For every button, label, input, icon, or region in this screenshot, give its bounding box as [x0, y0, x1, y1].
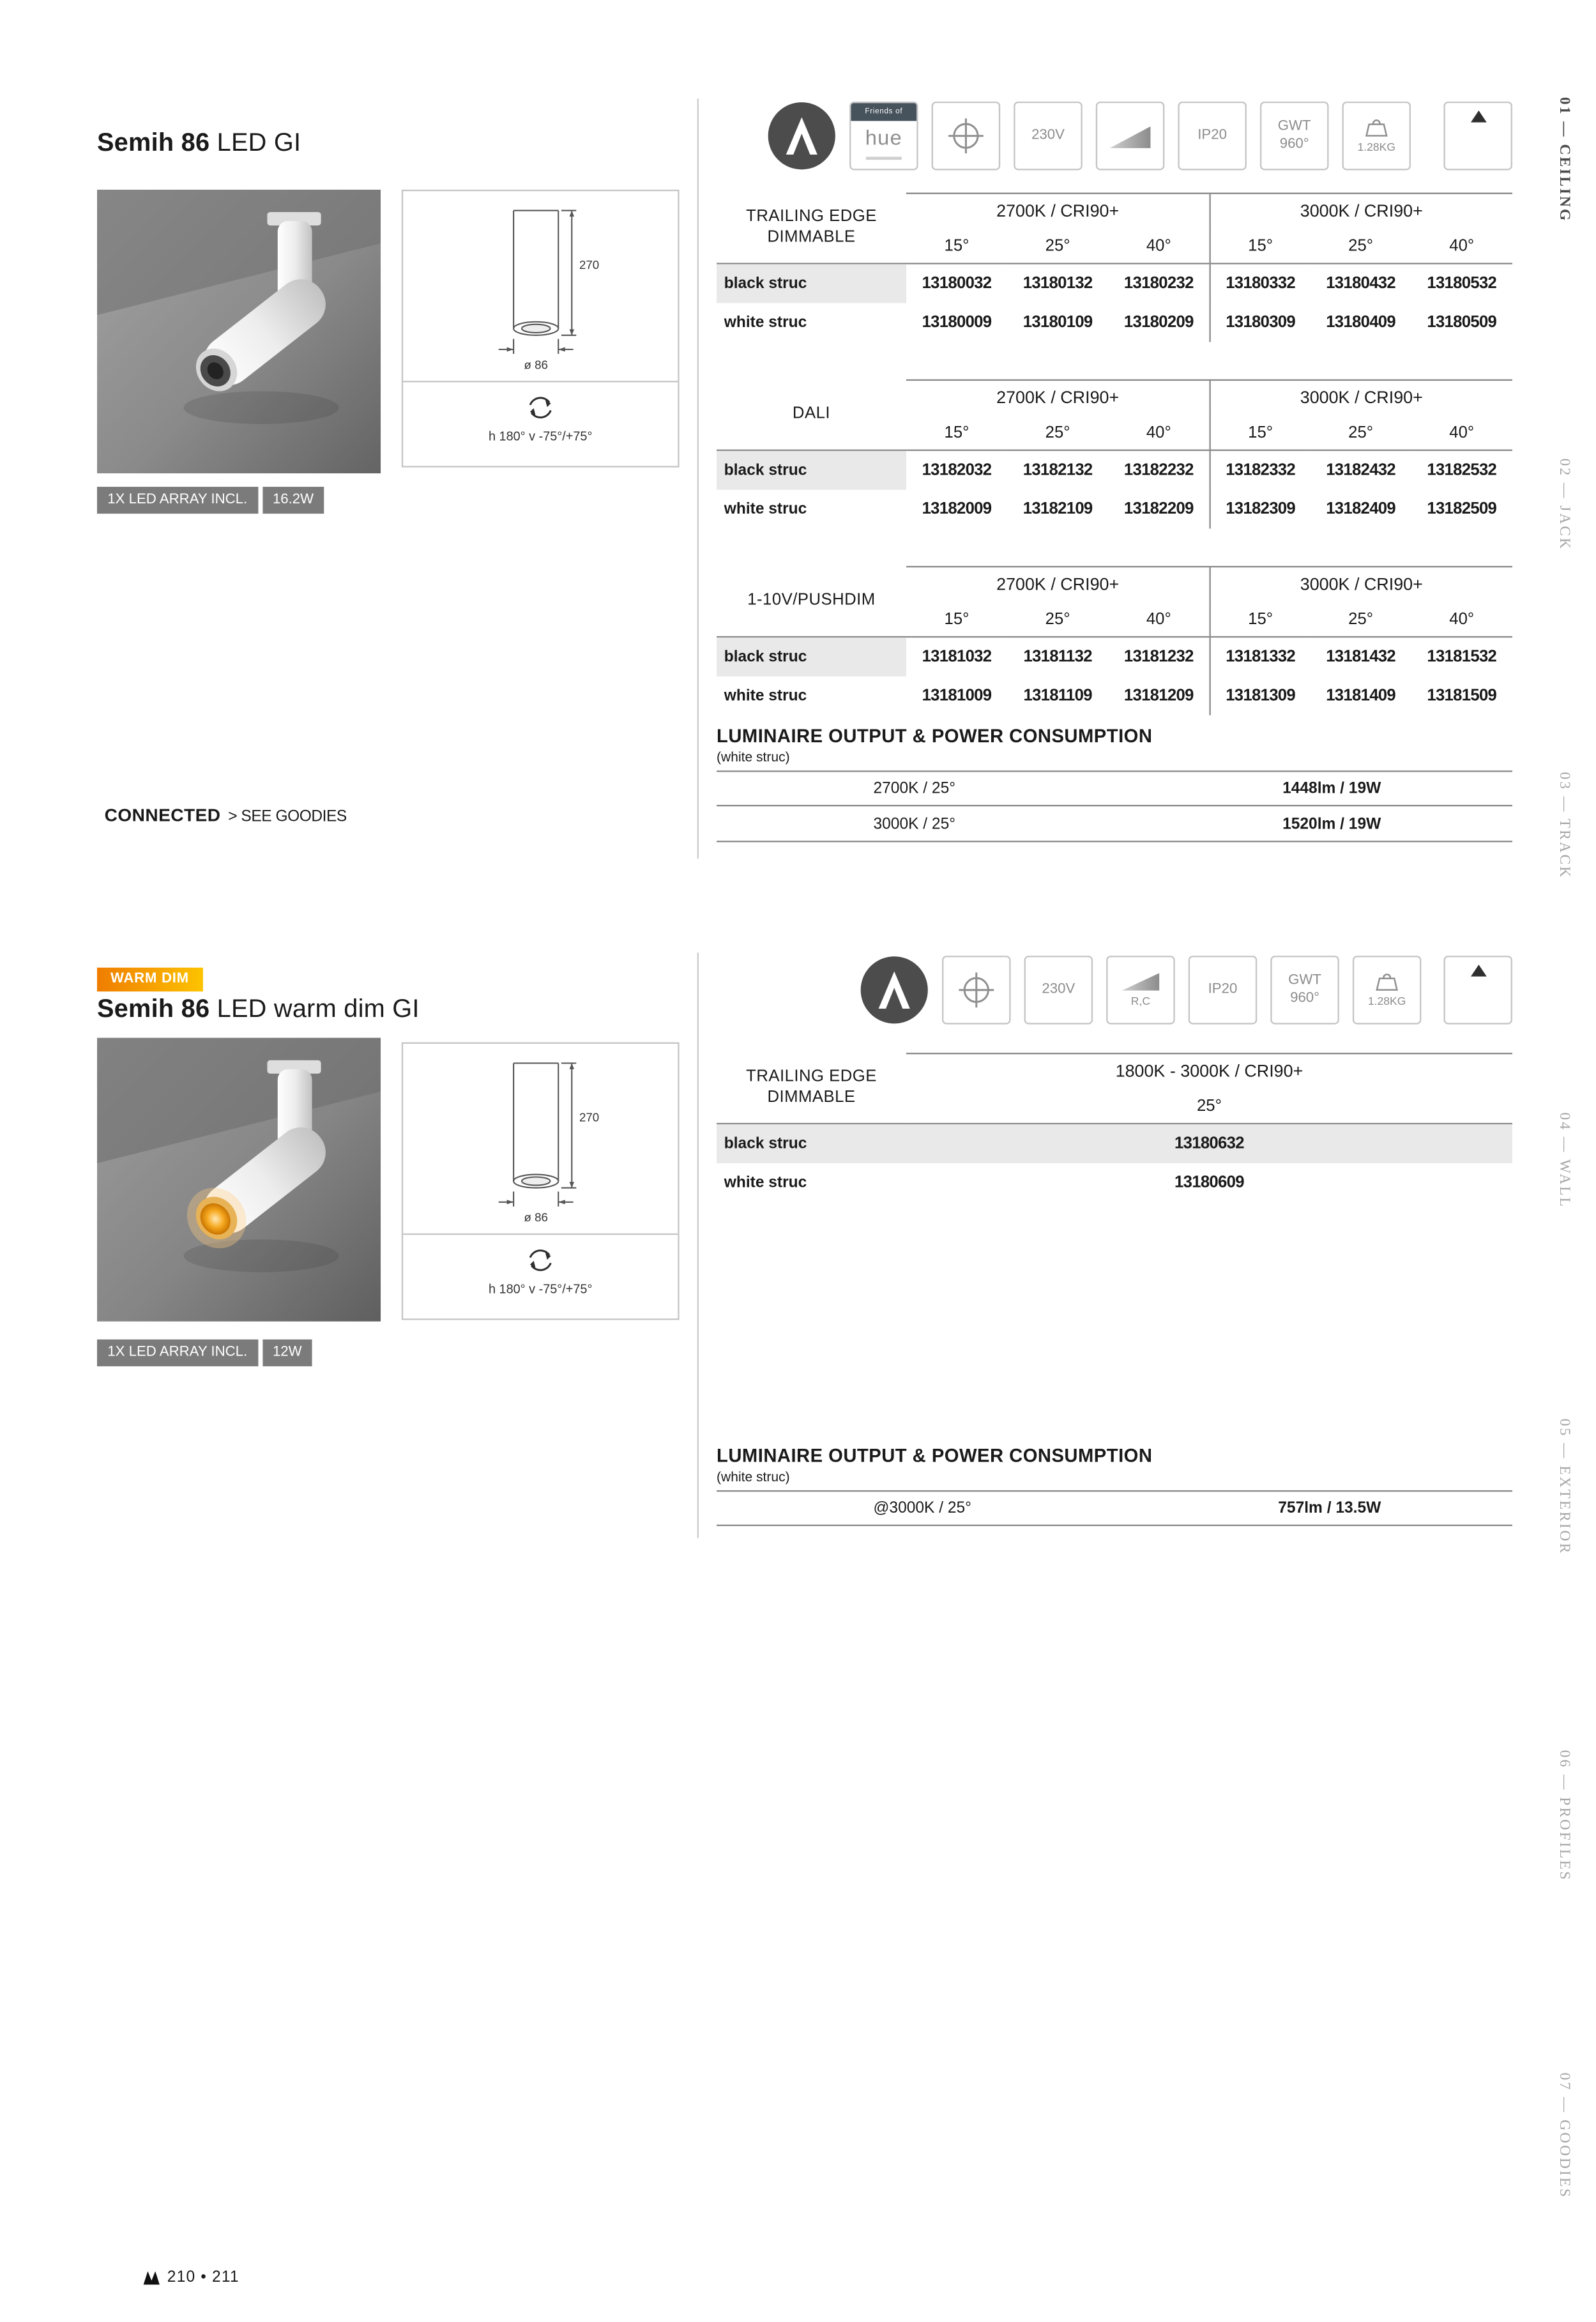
finish-row-label: black struc — [717, 264, 906, 303]
finish-row-label: black struc — [717, 638, 906, 676]
diameter-dimension: ø 86 — [524, 1211, 548, 1225]
output-section-title: LUMINAIRE OUTPUT & POWER CONSUMPTION — [717, 1445, 1153, 1467]
gwt-label: GWT — [1277, 118, 1311, 135]
friends-of-hue-badge — [849, 102, 918, 171]
hue-top-label: Friends of — [851, 103, 916, 121]
beam-angle-header: 25° — [1007, 415, 1108, 451]
weight-icon — [1363, 118, 1390, 137]
product-title — [97, 128, 301, 158]
finish-row-label: white struc — [724, 313, 807, 332]
article-number: 13180132 — [1022, 275, 1093, 293]
article-number: 13181032 — [922, 648, 992, 666]
article-number: 13181132 — [1023, 648, 1092, 666]
beam-angle-header: 40° — [1108, 602, 1209, 638]
output-condition: 3000K / 25° — [873, 814, 956, 833]
column-divider — [697, 952, 699, 1538]
dimension-drawing — [403, 191, 678, 382]
voltage-label: 230V — [1031, 126, 1065, 144]
output-condition: 2700K / 25° — [873, 779, 956, 798]
beam-angle-header: 25° — [1311, 415, 1411, 451]
luminaire-symbol-icon — [942, 956, 1011, 1025]
sidebar-tab-track: 03 — TRACK — [1555, 772, 1572, 880]
article-number: 13180309 — [1209, 303, 1310, 342]
table-trailing-edge-dimmable — [717, 193, 1512, 342]
color-temp-header: 3000K / CRI90+ — [1209, 566, 1512, 602]
product-title-rest: LED GI — [217, 128, 301, 157]
connected-label: CONNECTED — [104, 804, 221, 826]
article-number: 13180209 — [1123, 313, 1194, 332]
voltage-badge — [1024, 956, 1093, 1025]
article-number: 13180509 — [1427, 313, 1497, 332]
rotation-spec — [403, 382, 678, 466]
dimension-box — [402, 1043, 680, 1320]
output-value: 1448lm / 19W — [1282, 779, 1381, 798]
diameter-dimension: ø 86 — [524, 358, 548, 372]
article-number: 13181532 — [1427, 648, 1497, 666]
beam-angle-header: 15° — [906, 229, 1007, 264]
weight-label: 1.28KG — [1357, 140, 1395, 154]
article-number: 13180532 — [1427, 275, 1497, 293]
table-1-10v-pushdim — [717, 566, 1512, 715]
led-array-badge: 1X LED ARRAY INCL. — [97, 487, 258, 513]
brand-logo-icon — [143, 2270, 160, 2284]
color-temp-header: 3000K / CRI90+ — [1209, 379, 1512, 415]
output-row — [717, 770, 1512, 806]
control-type-label: 1-10V/PUSHDIM — [717, 566, 906, 638]
connected-note — [105, 805, 347, 826]
color-temp-header: 2700K / CRI90+ — [906, 566, 1209, 602]
weight-badge — [1353, 956, 1422, 1025]
article-number: 13181309 — [1209, 676, 1310, 715]
finish-row-label: white struc — [724, 687, 807, 705]
voltage-badge — [1014, 102, 1083, 171]
ip-rating-label: IP20 — [1197, 126, 1227, 144]
ip-rating-badge — [1189, 956, 1258, 1025]
product-title-bold: Semih 86 — [96, 994, 210, 1023]
article-number: 13180632 — [906, 1124, 1512, 1163]
color-temp-header: 2700K / CRI90+ — [906, 193, 1209, 229]
voltage-label: 230V — [1042, 981, 1075, 998]
gwt-temp-label: 960° — [1290, 989, 1320, 1007]
page-footer — [143, 2268, 239, 2286]
weight-label: 1.28KG — [1367, 994, 1406, 1008]
output-condition: @3000K / 25° — [873, 1499, 971, 1518]
product-title-rest: LED warm dim GI — [217, 994, 420, 1023]
beam-angle-header: 40° — [1108, 415, 1209, 451]
up-arrow-icon — [1443, 956, 1512, 1025]
beam-angle-header: 40° — [1411, 229, 1512, 264]
article-number: 13182332 — [1209, 451, 1310, 490]
article-number: 13180409 — [1326, 313, 1395, 332]
article-number: 13181009 — [922, 687, 992, 705]
article-number: 13182509 — [1427, 500, 1497, 519]
article-number: 13182209 — [1123, 500, 1194, 519]
beam-angle-header: 15° — [1209, 229, 1310, 264]
hue-subtext-bar — [866, 157, 902, 160]
luminaire-symbol-icon — [932, 102, 1001, 171]
rotation-range-label: h 180° v -75°/+75° — [488, 428, 593, 444]
article-number: 13182009 — [922, 500, 992, 519]
warm-dim-badge: WARM DIM — [97, 967, 202, 992]
output-row — [717, 1490, 1512, 1526]
output-section-title: LUMINAIRE OUTPUT & POWER CONSUMPTION — [717, 726, 1153, 747]
dimension-box — [402, 190, 680, 468]
rotation-arrows-icon — [524, 1244, 556, 1276]
sidebar-tab-exterior: 05 — EXTERIOR — [1555, 1418, 1572, 1555]
finish-row-label: white struc — [724, 1173, 807, 1192]
output-row — [717, 806, 1512, 842]
hue-wordmark: hue — [865, 125, 902, 150]
beam-angle-header: 25° — [1007, 229, 1108, 264]
beam-angle-header: 25° — [906, 1088, 1512, 1124]
dimmer-icon — [1106, 956, 1175, 1025]
gwt-label: GWT — [1288, 972, 1321, 989]
sidebar-tab-ceiling: 01 — CEILING — [1555, 96, 1572, 223]
glow-wire-test-badge — [1260, 102, 1329, 171]
beam-angle-header: 40° — [1411, 415, 1512, 451]
rotation-arrows-icon — [524, 391, 556, 424]
page-numbers: 210 • 211 — [167, 2268, 239, 2286]
article-number: 13182409 — [1326, 500, 1395, 519]
article-number: 13180032 — [922, 275, 992, 293]
article-number: 13180432 — [1326, 275, 1395, 293]
rotation-spec — [403, 1235, 678, 1318]
article-number: 13182132 — [1022, 461, 1093, 480]
output-section-subtitle: (white struc) — [717, 749, 790, 765]
connected-link: > SEE GOODIES — [228, 807, 347, 826]
wattage-badge: 12W — [262, 1340, 312, 1366]
beam-angle-header: 15° — [1209, 602, 1310, 638]
product-photo — [97, 190, 381, 473]
certification-icon-row — [860, 956, 1512, 1025]
up-arrow-icon — [1443, 102, 1512, 171]
warm-dim-badge-wrap — [97, 963, 202, 991]
finish-row-label: black struc — [717, 451, 906, 490]
article-number: 13180232 — [1123, 275, 1194, 293]
height-dimension: 270 — [579, 258, 600, 272]
sidebar-tab-jack: 02 — JACK — [1555, 458, 1572, 551]
article-number: 13180609 — [1174, 1173, 1244, 1192]
article-number: 13180332 — [1209, 264, 1310, 303]
beam-angle-header: 15° — [906, 602, 1007, 638]
certification-icon-row — [768, 102, 1512, 171]
product-photo — [97, 1038, 381, 1322]
article-number: 13182032 — [922, 461, 992, 480]
sidebar-tab-wall: 04 — WALL — [1555, 1112, 1572, 1209]
beam-angle-header: 25° — [1007, 602, 1108, 638]
beam-angle-header: 40° — [1411, 602, 1512, 638]
gwt-temp-label: 960° — [1279, 135, 1309, 153]
article-number: 13182232 — [1123, 461, 1194, 480]
table-trailing-edge-dimmable — [717, 1053, 1512, 1202]
color-temp-header: 2700K / CRI90+ — [906, 379, 1209, 415]
article-number: 13182432 — [1326, 461, 1395, 480]
output-table — [717, 1490, 1512, 1526]
article-number: 13180109 — [1022, 313, 1093, 332]
dimension-drawing — [403, 1044, 678, 1235]
control-type-label: TRAILING EDGE DIMMABLE — [717, 193, 906, 264]
product-badges — [97, 1340, 312, 1366]
dimmer-icon — [1096, 102, 1165, 171]
height-dimension: 270 — [579, 1111, 600, 1125]
color-temp-header: 3000K / CRI90+ — [1209, 193, 1512, 229]
table-dali — [717, 379, 1512, 529]
beam-angle-header: 15° — [906, 415, 1007, 451]
dimmer-type-label: R,C — [1130, 995, 1151, 1009]
article-number: 13182309 — [1209, 490, 1310, 529]
brand-spot-logo-icon — [860, 956, 929, 1025]
article-number: 13181109 — [1023, 687, 1092, 705]
sidebar-tab-profiles: 06 — PROFILES — [1555, 1750, 1572, 1882]
led-array-badge: 1X LED ARRAY INCL. — [97, 1340, 258, 1366]
column-divider — [697, 98, 699, 859]
article-number: 13182532 — [1427, 461, 1497, 480]
rotation-range-label: h 180° v -75°/+75° — [488, 1281, 593, 1297]
product-badges — [97, 487, 324, 513]
ip-rating-badge — [1178, 102, 1247, 171]
article-number: 13181209 — [1123, 687, 1194, 705]
article-number: 13182109 — [1022, 500, 1093, 519]
product-title — [97, 995, 420, 1025]
output-value: 1520lm / 19W — [1282, 814, 1381, 833]
article-number: 13181509 — [1427, 687, 1497, 705]
article-number: 13181332 — [1209, 638, 1310, 676]
output-value: 757lm / 13.5W — [1278, 1499, 1381, 1518]
ip-rating-label: IP20 — [1208, 981, 1238, 998]
weight-badge — [1342, 102, 1411, 171]
sidebar-tab-goodies: 07 — GOODIES — [1555, 2072, 1572, 2199]
control-type-label: DALI — [717, 379, 906, 451]
weight-icon — [1374, 972, 1401, 991]
product-title-bold: Semih 86 — [96, 128, 210, 157]
output-table — [717, 770, 1512, 842]
article-number: 13181409 — [1326, 687, 1395, 705]
control-type-label: TRAILING EDGE DIMMABLE — [717, 1053, 906, 1124]
article-number: 13181232 — [1123, 648, 1194, 666]
beam-angle-header: 15° — [1209, 415, 1310, 451]
finish-row-label: white struc — [724, 500, 807, 519]
wattage-badge: 16.2W — [262, 487, 324, 513]
beam-angle-header: 25° — [1311, 229, 1411, 264]
glow-wire-test-badge — [1270, 956, 1339, 1025]
output-section-subtitle: (white struc) — [717, 1469, 790, 1485]
finish-row-label: black struc — [717, 1124, 906, 1163]
article-number: 13181432 — [1326, 648, 1395, 666]
color-temp-header: 1800K - 3000K / CRI90+ — [906, 1053, 1512, 1088]
beam-angle-header: 40° — [1108, 229, 1209, 264]
beam-angle-header: 25° — [1311, 602, 1411, 638]
article-number: 13180009 — [922, 313, 992, 332]
brand-spot-logo-icon — [768, 102, 837, 171]
